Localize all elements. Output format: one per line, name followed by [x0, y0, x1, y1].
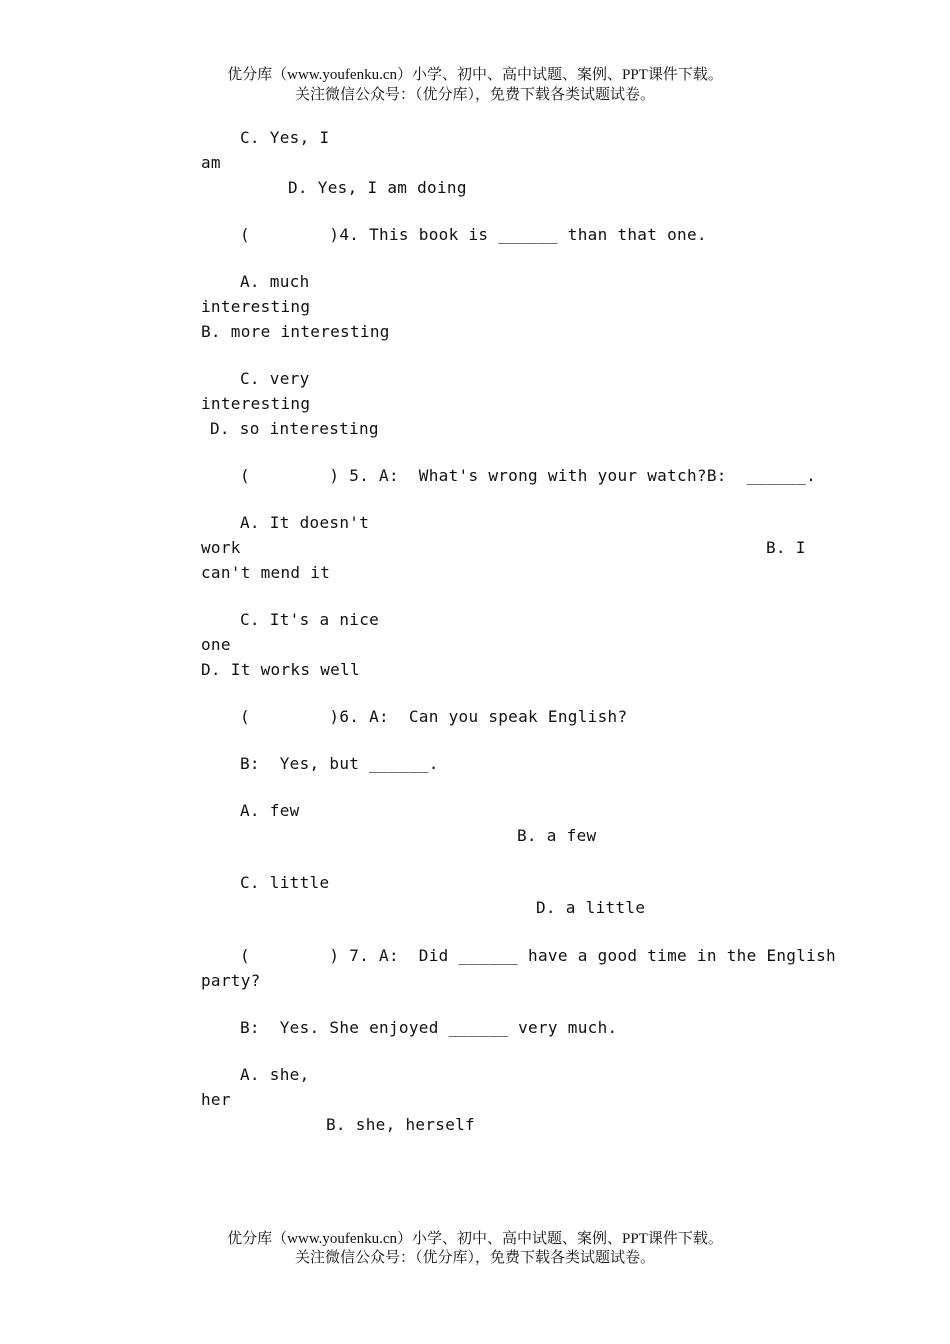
- q7-reply: B: Yes. She enjoyed ______ very much.: [240, 1018, 618, 1037]
- q3-option-c-cont: am: [201, 153, 221, 172]
- q4-option-c-cont: interesting: [201, 394, 311, 413]
- q6-stem: ( )6. A: Can you speak English?: [240, 707, 628, 726]
- q4-option-a: A. much: [240, 272, 310, 291]
- q3-option-c: C. Yes, I: [240, 128, 330, 147]
- q5-option-c-cont: one: [201, 635, 231, 654]
- q7-stem-cont: party?: [201, 971, 261, 990]
- q7-option-b: B. she, herself: [326, 1115, 475, 1134]
- q4-option-d: D. so interesting: [210, 419, 379, 438]
- q6-option-b: B. a few: [517, 826, 597, 845]
- q6-option-d: D. a little: [536, 898, 646, 917]
- q7-option-a: A. she,: [240, 1065, 310, 1084]
- header-line-2: 关注微信公众号：（优分库），免费下载各类试题试卷。: [294, 87, 655, 103]
- q5-option-d: D. It works well: [201, 660, 360, 679]
- q5-stem: ( ) 5. A: What's wrong with your watch?B: ______.: [240, 466, 817, 485]
- q4-stem: ( )4. This book is ______ than that one.: [240, 225, 707, 244]
- q7-option-a-cont: her: [201, 1090, 231, 1109]
- q4-option-c: C. very: [240, 369, 310, 388]
- q6-reply: B: Yes, but ______.: [240, 754, 439, 773]
- header-line-1: 优分库（www.youfenku.cn）小学、初中、高中试题、案例、PPT课件下载。: [227, 67, 723, 83]
- q6-option-a: A. few: [240, 801, 300, 820]
- q5-option-b-cont: can't mend it: [201, 563, 331, 582]
- q5-option-a: A. It doesn't: [240, 513, 370, 532]
- q7-stem: ( ) 7. A: Did ______ have a good time in the English: [240, 946, 836, 965]
- footer-line-1: 优分库（www.youfenku.cn）小学、初中、高中试题、案例、PPT课件下载。: [227, 1231, 723, 1247]
- q6-option-c: C. little: [240, 873, 330, 892]
- q4-option-b: B. more interesting: [201, 322, 390, 341]
- q5-option-b: B. I: [766, 538, 806, 557]
- q3-option-d: D. Yes, I am doing: [288, 178, 467, 197]
- footer-line-2: 关注微信公众号：（优分库），免费下载各类试题试卷。: [294, 1250, 655, 1266]
- q5-option-a-cont: work: [201, 538, 241, 557]
- q4-option-a-cont: interesting: [201, 297, 311, 316]
- q5-option-c: C. It's a nice: [240, 610, 380, 629]
